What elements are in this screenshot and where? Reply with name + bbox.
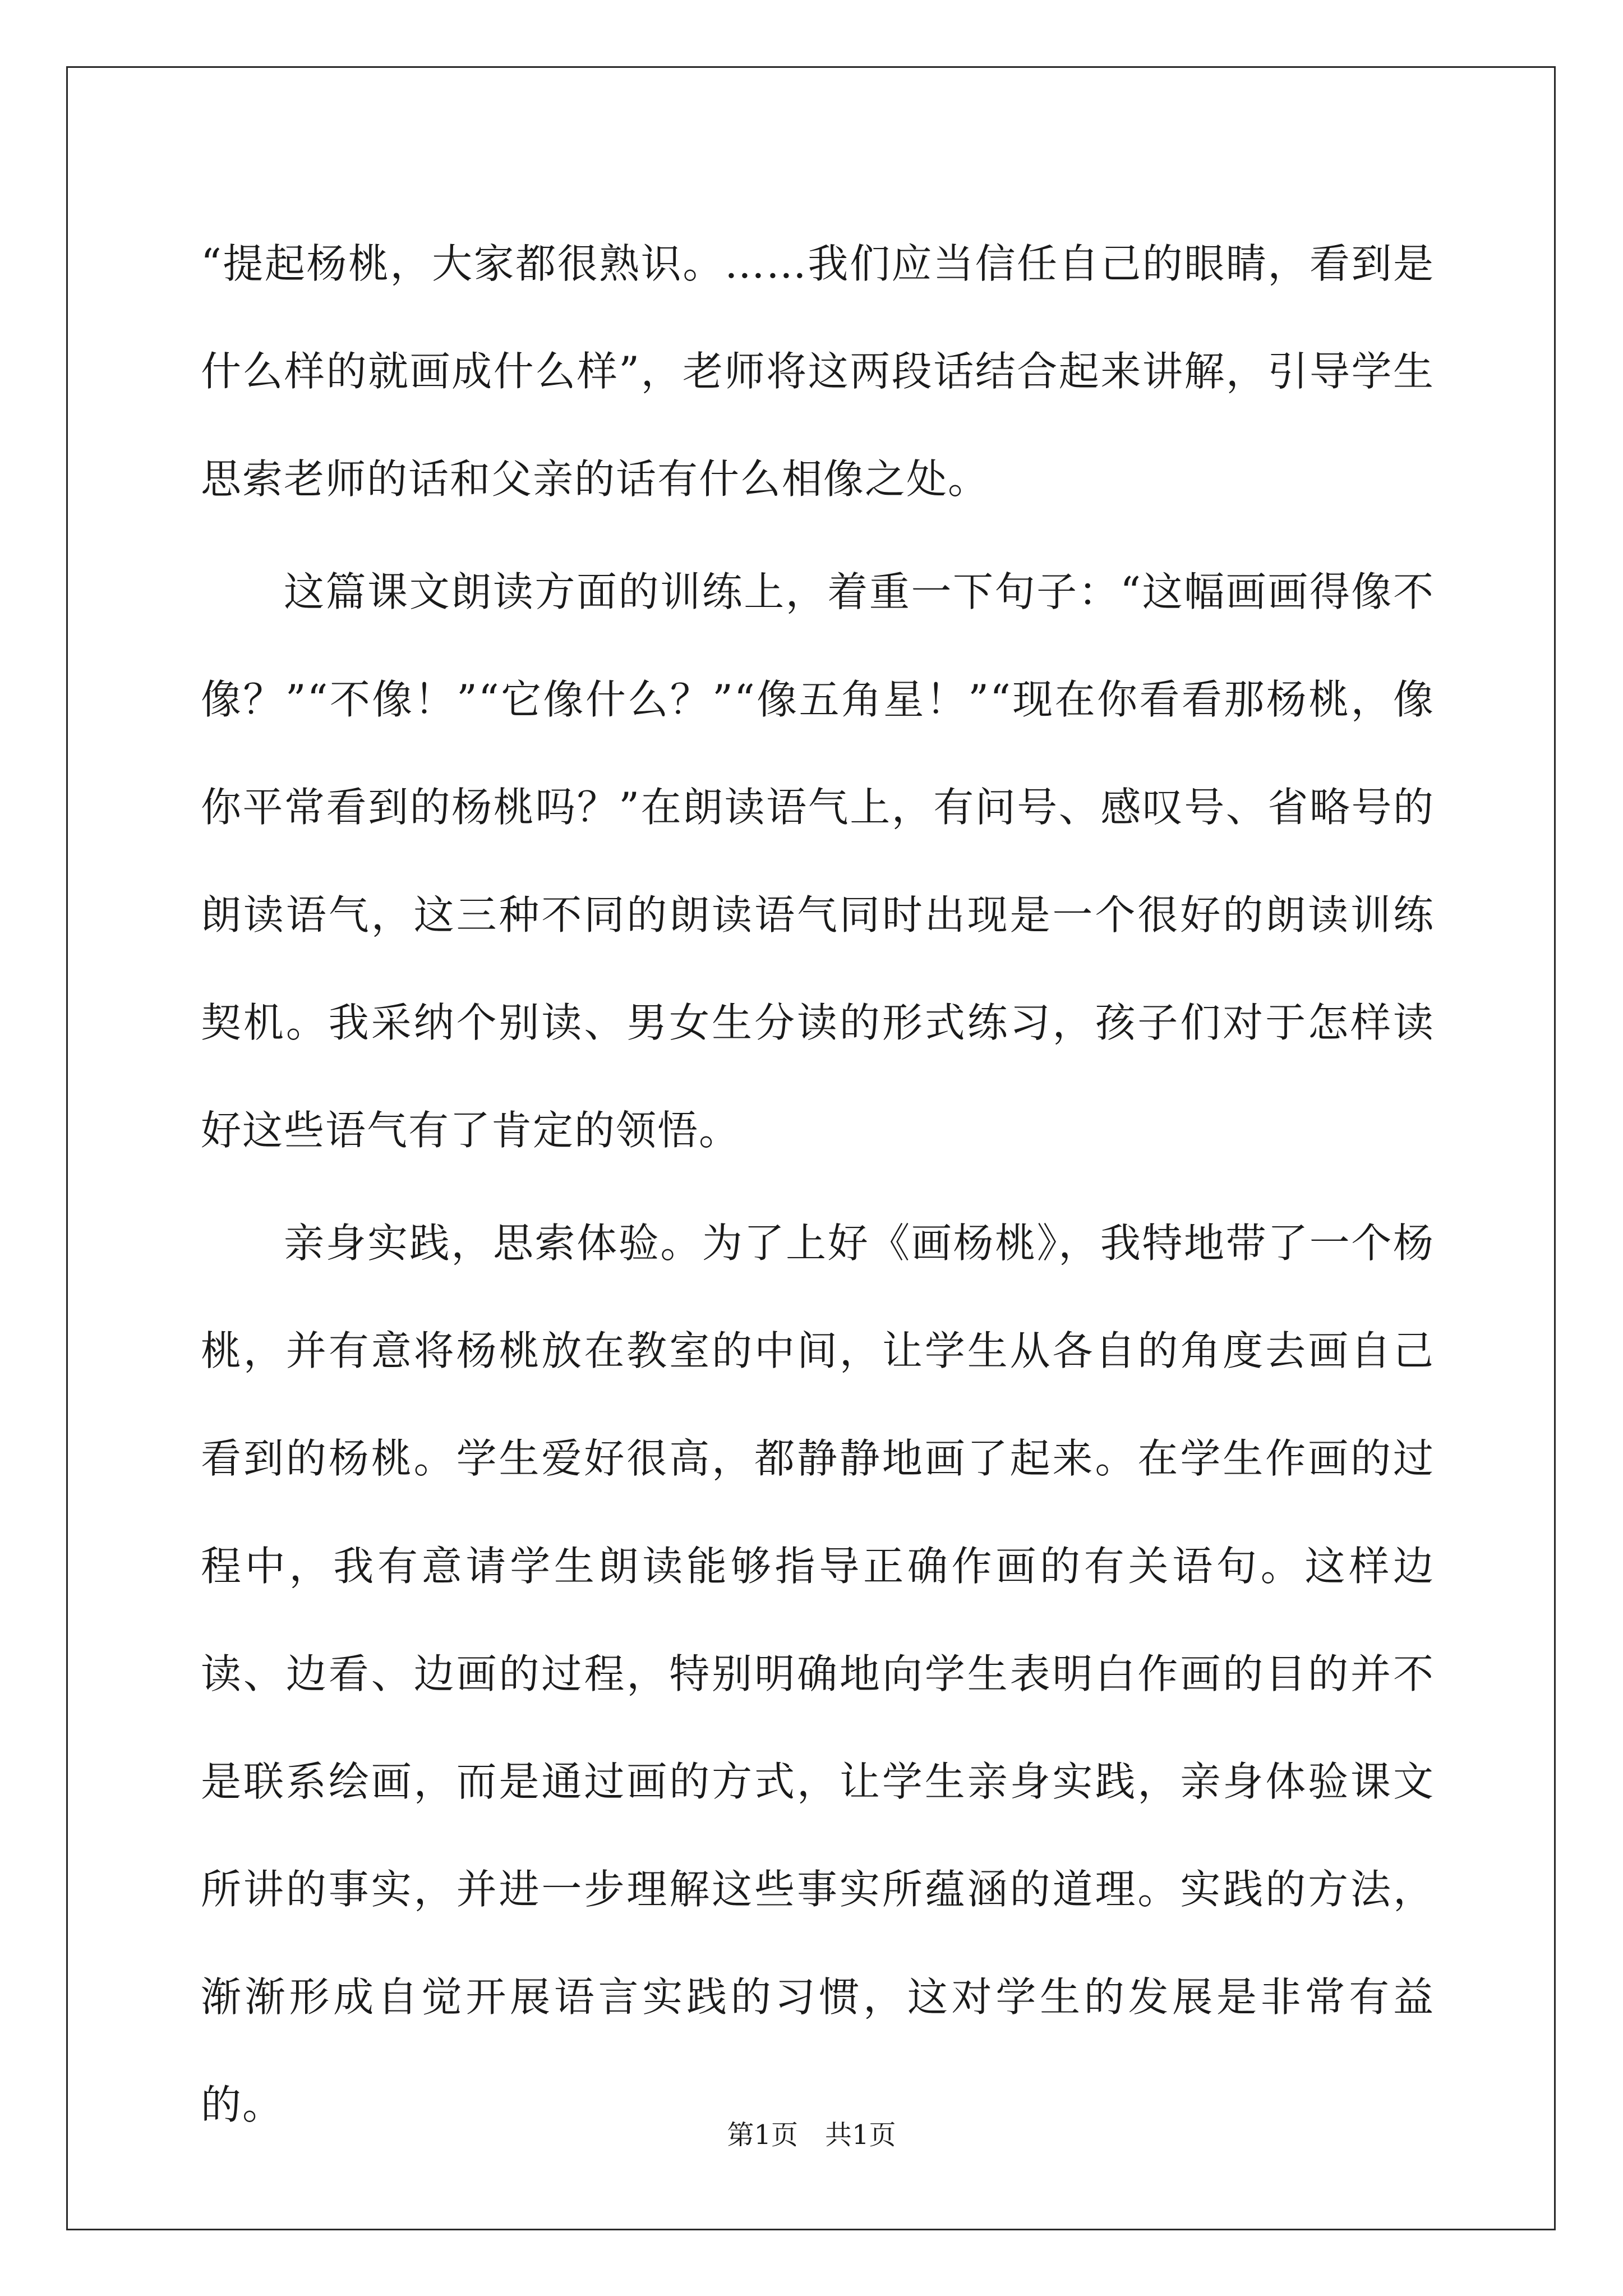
paragraph-2: 这篇课文朗读方面的训练上，着重一下句子：“这幅画画得像不像？”“不像！”“它像什么？”“像五角星！”“现在你看看那杨桃，像你平常看到的杨桃吗？”在朗读语气上，有问号、感叹号、省略号的朗读语气，这三种不同的朗读语气同时出现是一个很好的朗读训练契机。我采纳个别读、男女生分读的形式练习，孩子们对于怎样读好这些语气有了肯定的领悟。 (201, 568, 1435, 1154)
document-body (201, 213, 1435, 2164)
page-number-footer: 第1页 共1页 (727, 2119, 896, 2151)
paragraph-1: “提起杨桃，大家都很熟识。……我们应当信任自己的眼睛，看到是什么样的就画成什么样”，老师将这两段话结合起来讲解，引导学生思索老师的话和父亲的话有什么相像之处。 (201, 240, 1435, 503)
paragraph-3: 亲身实践，思索体验。为了上好《画杨桃》，我特地带了一个杨桃，并有意将杨桃放在教室的中间，让学生从各自的角度去画自己看到的杨桃。学生爱好很高，都静静地画了起来。在学生作画的过程中，我有意请学生朗读能够指导正确作画的有关语句。这样边读、边看、边画的过程，特别明确地向学生表明白作画的目的并不是联系绘画，而是通过画的方式，让学生亲身实践，亲身体验课文所讲的事实，并进一步理解这些事实所蕴涵的道理。实践的方法，渐渐形成自觉开展语言实践的习惯，这对学生的发展是非常有益的。 (201, 1220, 1435, 2128)
